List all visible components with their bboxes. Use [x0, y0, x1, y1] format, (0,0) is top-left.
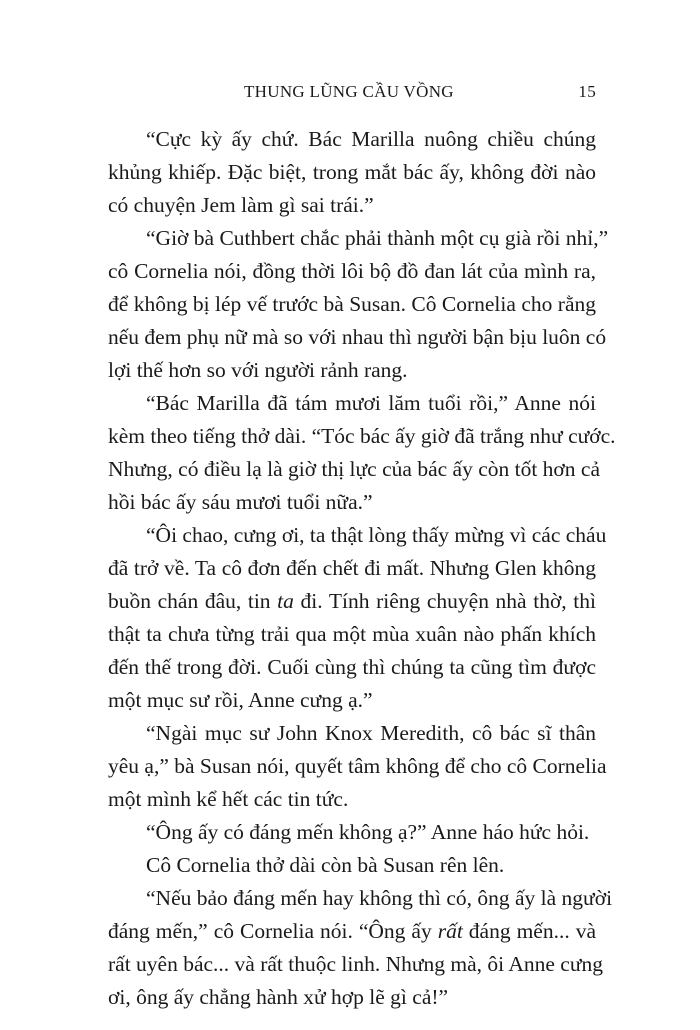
text-line: đã trở về. Ta cô đơn đến chết đi mất. Nhưng Glen không: [108, 556, 596, 580]
body-text: [108, 123, 616, 1014]
text-line: Nhưng, có điều lạ là giờ thị lực của bác ấy còn tốt hơn cả: [108, 457, 601, 481]
text-line: yêu ạ,” bà Susan nói, quyết tâm không để cho cô Cornelia: [108, 754, 607, 778]
text-line: để không bị lép vế trước bà Susan. Cô Cornelia cho rằng: [108, 292, 596, 316]
text-line: “Cực kỳ ấy chứ. Bác Marilla nuông chiều chúng: [146, 127, 596, 151]
text-line: “Ngài mục sư John Knox Meredith, cô bác sĩ thân: [146, 721, 596, 745]
emphasis: rất: [437, 919, 463, 943]
text-line: buồn chán đâu, tin ta đi. Tính riêng chuyện nhà thờ, thì: [108, 589, 596, 613]
text-line: “Nếu bảo đáng mến hay không thì có, ông ấy là người: [146, 886, 613, 910]
text-line: khủng khiếp. Đặc biệt, trong mắt bác ấy, không đời nào: [108, 160, 596, 184]
text-line: “Ông ấy có đáng mến không ạ?” Anne háo hức hỏi.: [146, 820, 590, 844]
text-line: cô Cornelia nói, đồng thời lôi bộ đồ đan lát của mình ra,: [108, 259, 596, 283]
running-header: [108, 82, 596, 106]
text-line: kèm theo tiếng thở dài. “Tóc bác ấy giờ đã trắng như cước.: [108, 424, 616, 448]
text-line: đến thế trong đời. Cuối cùng thì chúng ta cũng tìm được: [108, 655, 596, 679]
text-line: thật ta chưa từng trải qua một mùa xuân nào phấn khích: [108, 622, 596, 646]
text-line: “Ôi chao, cưng ơi, ta thật lòng thấy mừng vì các cháu: [146, 523, 607, 547]
text-line: Cô Cornelia thở dài còn bà Susan rên lên.: [146, 853, 505, 877]
text-line: lợi thế hơn so với người rảnh rang.: [108, 358, 408, 382]
text-line: có chuyện Jem làm gì sai trái.”: [108, 193, 374, 217]
text-line: một mình kể hết các tin tức.: [108, 787, 349, 811]
text-line: rất uyên bác... và rất thuộc linh. Nhưng mà, ôi Anne cưng: [108, 952, 603, 976]
text-line: hồi bác ấy sáu mươi tuổi nữa.”: [108, 490, 373, 514]
page-number: 15: [578, 82, 596, 101]
text-line: ơi, ông ấy chẳng hành xử hợp lẽ gì cả!”: [108, 985, 449, 1009]
text-line: nếu đem phụ nữ mà so với nhau thì người bận bịu luôn có: [108, 325, 607, 349]
text-line: “Bác Marilla đã tám mươi lăm tuổi rồi,” Anne nói: [146, 391, 596, 415]
emphasis: ta: [277, 589, 294, 613]
text-line: “Giờ bà Cuthbert chắc phải thành một cụ già rồi nhỉ,”: [146, 226, 609, 250]
text-line: một mục sư rồi, Anne cưng ạ.”: [108, 688, 373, 712]
running-title: THUNG LŨNG CẦU VỒNG: [244, 82, 454, 101]
text-line: đáng mến,” cô Cornelia nói. “Ông ấy rất đáng mến... và: [108, 919, 596, 943]
